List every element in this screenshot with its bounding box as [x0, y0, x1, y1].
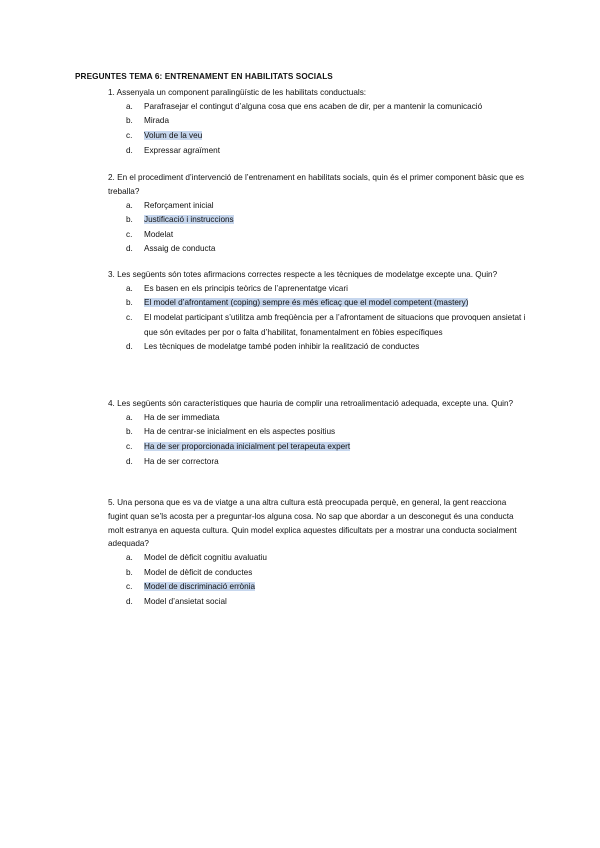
option-letter: c. — [126, 312, 133, 322]
option-text: Model de discriminació errònia — [144, 582, 256, 592]
option-a — [108, 411, 528, 426]
option-a — [108, 551, 528, 566]
option-d — [108, 340, 528, 355]
option-letter: b. — [126, 567, 133, 577]
option-b-highlighted — [108, 296, 528, 311]
option-b-highlighted — [108, 213, 528, 228]
option-text: Parafrasejar el contingut d’alguna cosa que ens acaben de dir, per a mantenir la comunicació — [144, 101, 483, 111]
option-letter: a. — [126, 553, 133, 563]
option-text: Les tècniques de modelatge també poden inhibir la realització de conductes — [144, 342, 420, 352]
option-letter: b. — [126, 427, 133, 437]
question-2 — [108, 171, 528, 257]
option-c — [108, 311, 528, 340]
option-text: El modelat participant s’utilitza amb freqüència per a l’afrontament de situacions que provoquen ansietat i que són evitades per por o falta d’habilitat, fonamentalment en fòbies específiques — [144, 312, 526, 337]
option-text: Mirada — [144, 116, 170, 126]
option-text: Ha de centrar-se inicialment en els aspectes positius — [144, 427, 336, 437]
option-text: Volum de la veu — [144, 130, 203, 140]
question-stem: 3. Les següents són totes afirmacions correctes respecte a les tècniques de modelatge excepte una. Quin? — [108, 270, 498, 279]
option-letter: d. — [126, 244, 133, 254]
option-text: Es basen en els principis teòrics de l’aprenentatge vicari — [144, 283, 348, 293]
option-a — [108, 282, 528, 297]
option-letter: b. — [126, 116, 133, 126]
question-stem: 5. Una persona que es va de viatge a una altra cultura està preocupada perquè, en general, la gent reacciona fugint quan se’ls acosta per a preguntar-los alguna cosa. No sap que abordar a un desconegut és una conducta molt estranya en aquesta cultura. Quin model explica aquestes dificultats per a mostrar una conducta socialment adequada? — [108, 498, 517, 549]
option-text: Model de dèficit cognitiu avaluatiu — [144, 553, 267, 563]
option-text: Ha de ser proporcionada inicialment pel terapeuta expert — [144, 441, 351, 451]
option-letter: b. — [126, 298, 133, 308]
option-b — [108, 566, 528, 581]
question-stem: 1. Assenyala un component paralingüístic de les habilitats conductuals: — [108, 88, 367, 97]
option-letter: c. — [126, 441, 133, 451]
option-letter: a. — [126, 412, 133, 422]
option-letter: a. — [126, 200, 133, 210]
option-c-highlighted — [108, 580, 528, 595]
option-letter: c. — [126, 130, 133, 140]
option-letter: a. — [126, 101, 133, 111]
option-b — [108, 425, 528, 440]
option-letter: c. — [126, 229, 133, 239]
option-c — [108, 228, 528, 243]
option-text: Reforçament inicial — [144, 200, 214, 210]
option-c-highlighted — [108, 129, 528, 144]
option-letter: d. — [126, 596, 133, 606]
option-text: Model d’ansietat social — [144, 596, 227, 606]
options-list — [108, 411, 528, 469]
option-text: Assaig de conducta — [144, 244, 216, 254]
option-letter: a. — [126, 283, 133, 293]
option-d — [108, 455, 528, 470]
option-a — [108, 199, 528, 214]
option-letter: c. — [126, 582, 133, 592]
option-letter: b. — [126, 215, 133, 225]
question-1 — [108, 86, 528, 158]
question-4 — [108, 397, 528, 469]
option-b — [108, 114, 528, 129]
option-d — [108, 144, 528, 159]
option-text: El model d’afrontament (coping) sempre és més eficaç que el model competent (mastery) — [144, 298, 469, 308]
option-letter: d. — [126, 456, 133, 466]
option-d — [108, 595, 528, 610]
options-list — [108, 551, 528, 609]
document-title: PREGUNTES TEMA 6: ENTRENAMENT EN HABILITATS SOCIALS — [75, 72, 333, 81]
options-list — [108, 282, 528, 355]
option-text: Expressar agraïment — [144, 145, 220, 155]
option-d — [108, 242, 528, 257]
question-stem: 2. En el procediment d’intervenció de l’entrenament en habilitats socials, quin és el primer component bàsic que es treballa? — [108, 173, 524, 196]
option-letter: d. — [126, 342, 133, 352]
option-a — [108, 100, 528, 115]
option-text: Ha de ser correctora — [144, 456, 219, 466]
options-list — [108, 100, 528, 158]
option-letter: d. — [126, 145, 133, 155]
option-text: Justificació i instruccions — [144, 215, 234, 225]
question-5 — [108, 496, 528, 610]
option-c-highlighted — [108, 440, 528, 455]
option-text: Modelat — [144, 229, 174, 239]
question-stem: 4. Les següents són característiques que hauria de complir una retroalimentació adequada, excepte una. Quin? — [108, 399, 514, 408]
option-text: Ha de ser immediata — [144, 412, 220, 422]
question-3 — [108, 268, 528, 355]
options-list — [108, 199, 528, 257]
option-text: Model de dèficit de conductes — [144, 567, 253, 577]
